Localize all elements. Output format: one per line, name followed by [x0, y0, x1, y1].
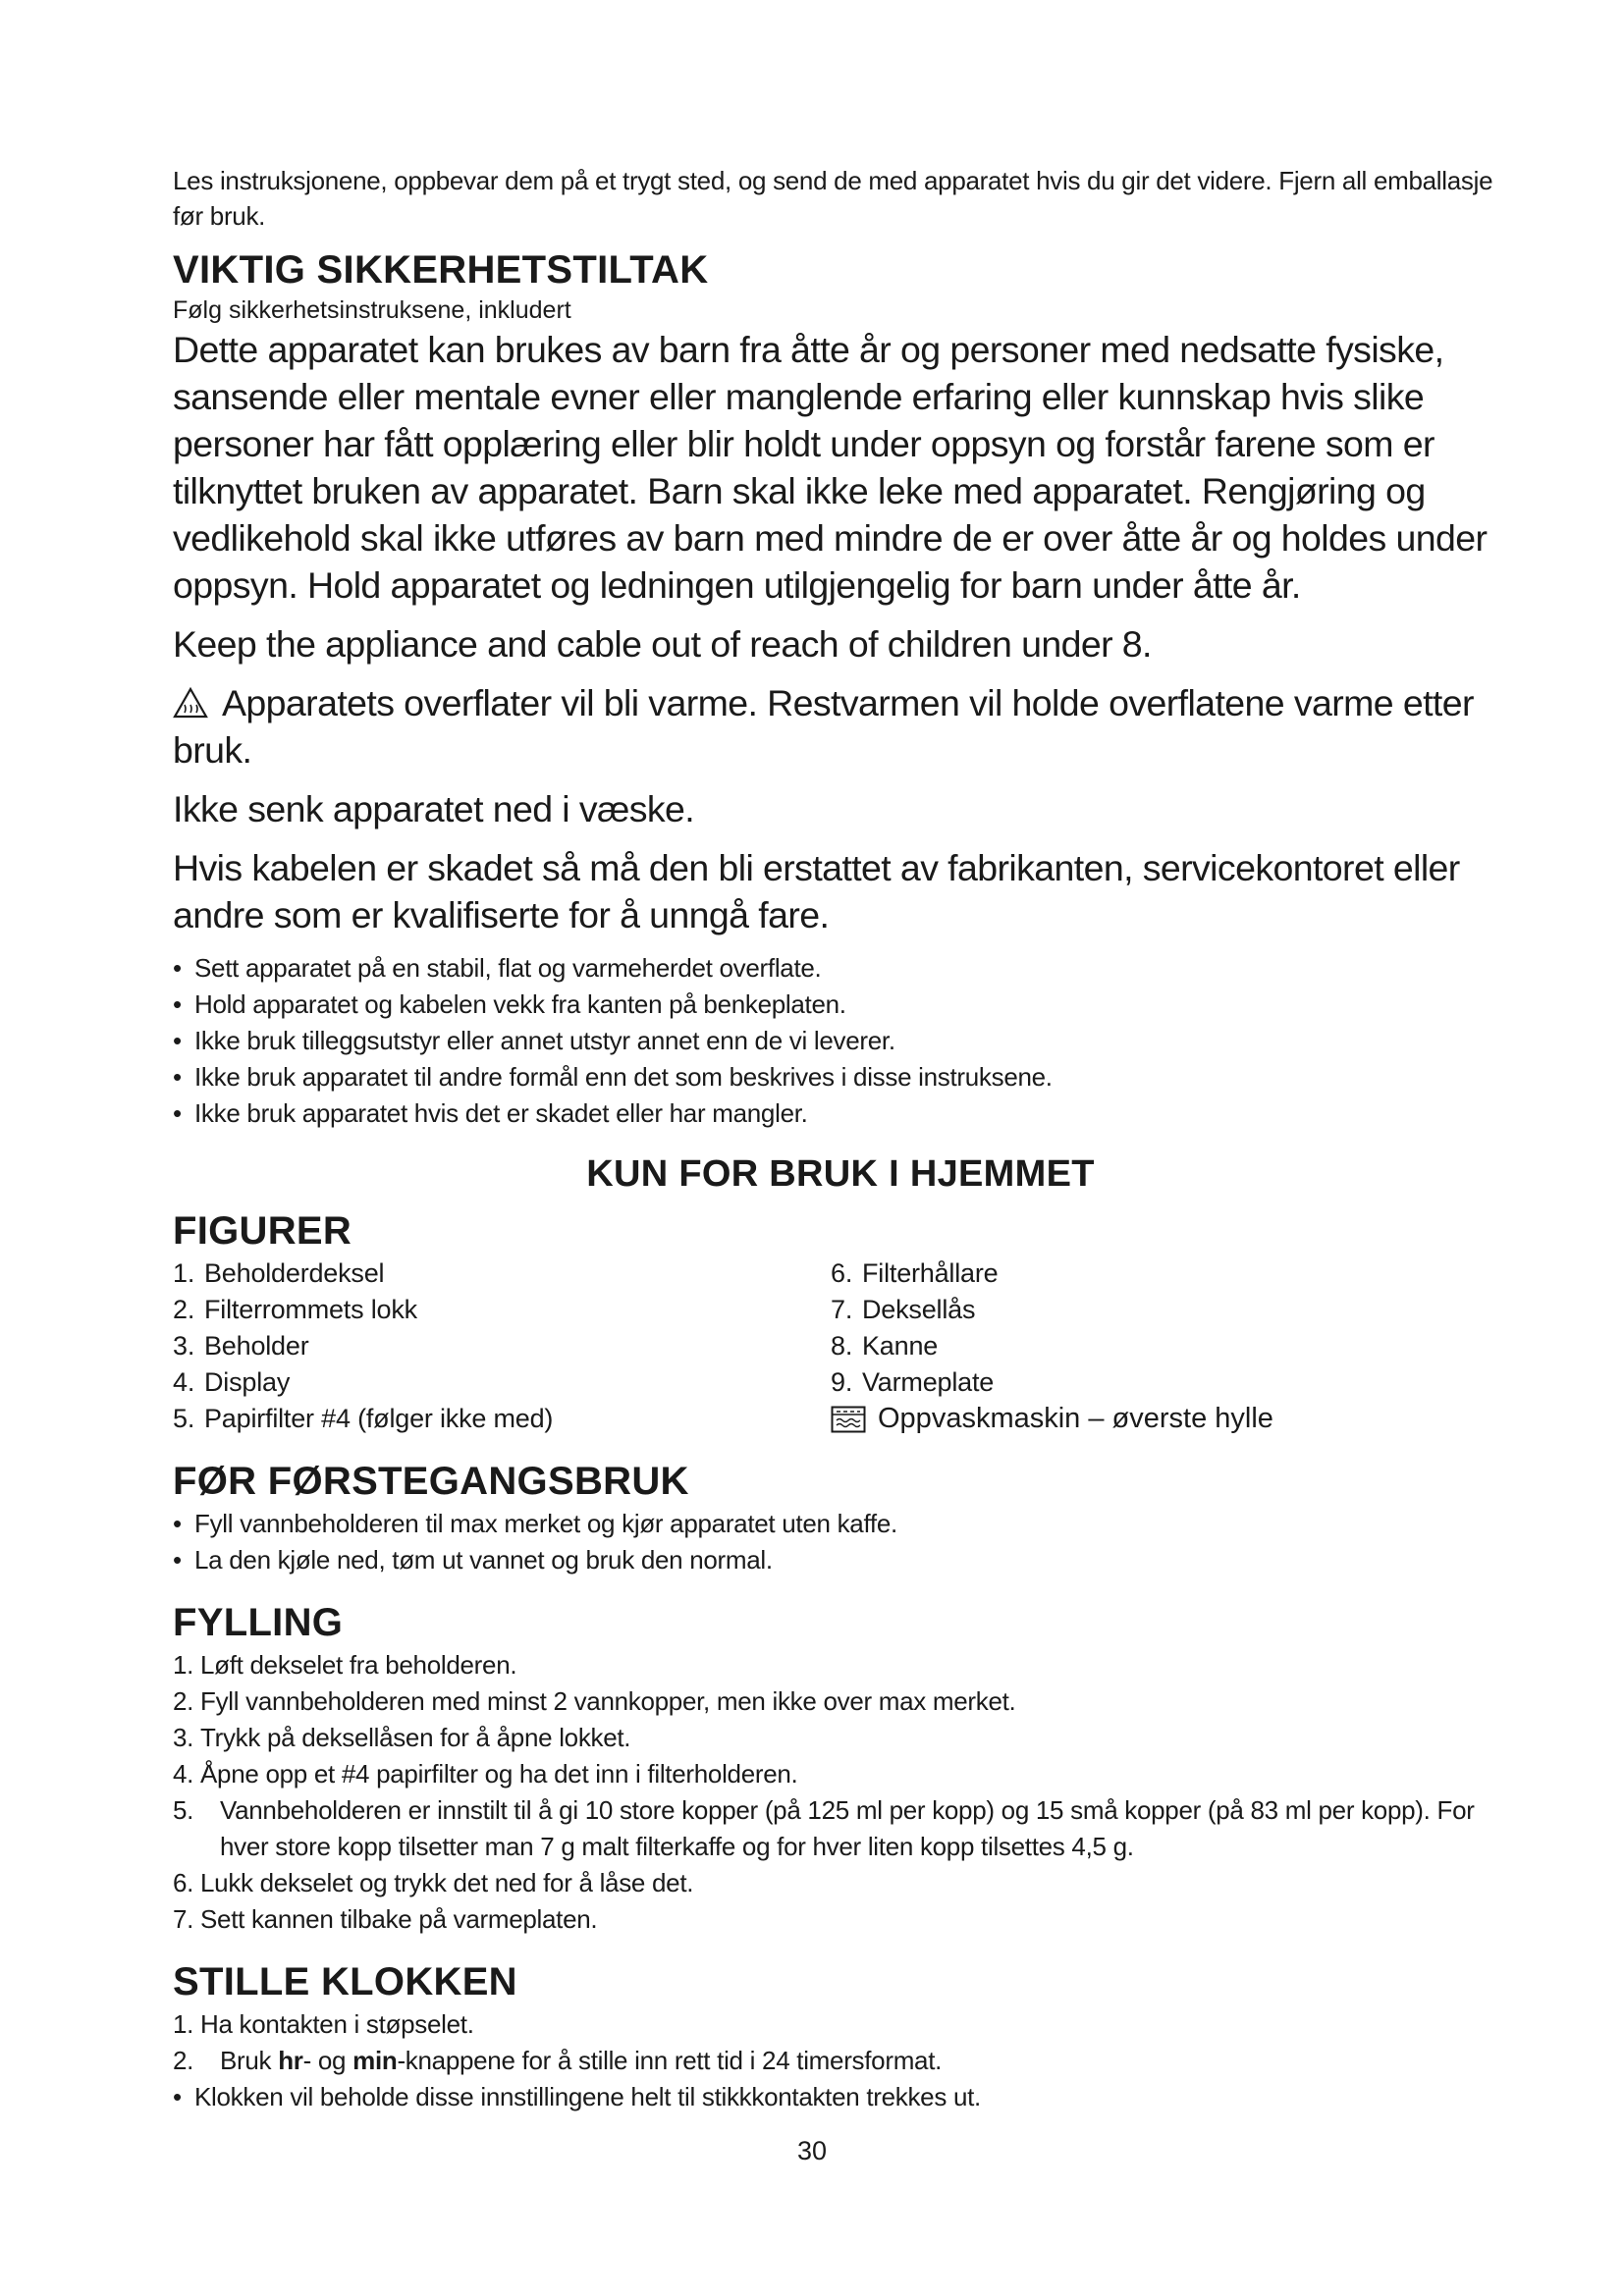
- safety-subtitle: Følg sikkerhetsinstruksene, inkludert: [173, 296, 571, 324]
- safety-title: VIKTIG SIKKERHETSTILTAK: [173, 248, 709, 292]
- list-item: 1. Beholderdeksel: [173, 1258, 385, 1288]
- list-item: • Ikke bruk apparatet hvis det er skadet eller har mangler.: [173, 1095, 1508, 1132]
- filling-steps-list: [173, 1647, 1508, 1938]
- list-item: 6. Filterhållare: [831, 1258, 999, 1288]
- filling-title: FYLLING: [173, 1601, 344, 1644]
- list-item: 4. Åpne opp et #4 papirfilter og ha det inn i filterholderen.: [173, 1759, 798, 1789]
- hr-button-label: hr: [278, 2046, 303, 2075]
- safety-paragraph-cable: Hvis kabelen er skadet så må den bli erstattet av fabrikanten, servicekontoret eller andre som er kvalifiserte for å unngå fare.: [173, 847, 1460, 935]
- list-item: • La den kjøle ned, tøm ut vannet og bruk den normal.: [173, 1542, 1508, 1578]
- list-item: 5. Vannbeholderen er innstilt til å gi 10 store kopper (på 125 ml per kopp) og 15 små kopper (på 83 ml per kopp). For hver store kopp tilsetter man 7 g malt filterkaffe og for hver liten kopp tilsettes 4,5 g.: [173, 1795, 1475, 1861]
- safety-paragraph-children: Dette apparatet kan brukes av barn fra åtte år og personer med nedsatte fysiske, sansende eller mentale evner eller manglende erfaring eller kunnskap hvis slike personer har fått opplæring eller blir holdt under oppsyn og forstår farene som er tilknyttet bruken av apparatet. Barn skal ikke leke med apparatet. Rengjøring og vedlikehold skal ikke utføres av barn med mindre de er over åtte år og holdes under oppsyn. Hold apparatet og ledningen utilgjengelig for barn under åtte år.: [173, 329, 1488, 606]
- list-item: 4. Display: [173, 1367, 291, 1397]
- manual-page: [173, 163, 1508, 2115]
- home-use-heading: KUN FOR BRUK I HJEMMET: [586, 1153, 1095, 1195]
- list-item: • Klokken vil beholde disse innstillingene helt til stikkkontakten trekkes ut.: [173, 2079, 1508, 2115]
- figures-columns: [173, 1255, 1508, 1437]
- clock-steps-list: [173, 2006, 1508, 2079]
- figures-list-left: [173, 1255, 831, 1437]
- dishwasher-icon: [831, 1406, 866, 1433]
- dishwasher-text: Oppvaskmaskin – øverste hylle: [878, 1403, 1273, 1434]
- safety-paragraph-hot-surface: [173, 679, 1508, 774]
- list-item: • Ikke bruk tilleggsutstyr eller annet utstyr annet enn de vi leverer.: [173, 1023, 1508, 1059]
- hot-surface-text: Apparatets overflater vil bli varme. Restvarmen vil holde overflatene varme etter bruk.: [173, 682, 1474, 771]
- list-item: 9. Varmeplate: [831, 1367, 995, 1397]
- list-item: 2. Bruk hr- og min-knappene for å stille inn rett tid i 24 timersformat.: [173, 2046, 943, 2075]
- list-item: 8. Kanne: [831, 1331, 939, 1361]
- list-item: 5. Papirfilter #4 (følger ikke med): [173, 1404, 554, 1433]
- list-item: 3. Trykk på deksellåsen for å åpne lokket.: [173, 1723, 631, 1752]
- list-item: • Ikke bruk apparatet til andre formål enn det som beskrives i disse instruksene.: [173, 1059, 1508, 1095]
- intro-text: Les instruksjonene, oppbevar dem på et trygt sted, og send de med apparatet hvis du gir det videre. Fjern all emballasje før bruk.: [173, 166, 1493, 231]
- list-item: 1. Løft dekselet fra beholderen.: [173, 1650, 517, 1680]
- figures-right-column: [831, 1255, 1508, 1437]
- dishwasher-note: [831, 1401, 1508, 1437]
- list-item: 7. Deksellås: [831, 1295, 976, 1324]
- clock-bullet-list: [173, 2079, 1508, 2115]
- list-item: 2. Filterrommets lokk: [173, 1295, 417, 1324]
- clock-title: STILLE KLOKKEN: [173, 1960, 517, 2003]
- page-number: 30: [796, 2136, 828, 2165]
- figures-left-column: [173, 1255, 831, 1437]
- figures-title: FIGURER: [173, 1209, 352, 1253]
- list-item: • Sett apparatet på en stabil, flat og varmeherdet overflate.: [173, 950, 1508, 987]
- safety-bullet-list: [173, 950, 1508, 1132]
- list-item: 6. Lukk dekselet og trykk det ned for å låse det.: [173, 1868, 694, 1897]
- first-use-bullet-list: [173, 1506, 1508, 1578]
- safety-paragraph-liquid: Ikke senk apparatet ned i væske.: [173, 788, 695, 829]
- list-item: 1. Ha kontakten i støpselet.: [173, 2009, 474, 2039]
- first-use-title: FØR FØRSTEGANGSBRUK: [173, 1460, 689, 1503]
- list-item: 3. Beholder: [173, 1331, 309, 1361]
- safety-paragraph-english: Keep the appliance and cable out of reach of children under 8.: [173, 623, 1152, 665]
- list-item: 2. Fyll vannbeholderen med minst 2 vannkopper, men ikke over max merket.: [173, 1686, 1016, 1716]
- list-item: • Fyll vannbeholderen til max merket og kjør apparatet uten kaffe.: [173, 1506, 1508, 1542]
- list-item: • Hold apparatet og kabelen vekk fra kanten på benkeplaten.: [173, 987, 1508, 1023]
- hot-surface-warning-icon: [173, 687, 208, 719]
- figures-list-right: [831, 1255, 1508, 1401]
- min-button-label: min: [352, 2046, 398, 2075]
- list-item: 7. Sett kannen tilbake på varmeplaten.: [173, 1904, 598, 1934]
